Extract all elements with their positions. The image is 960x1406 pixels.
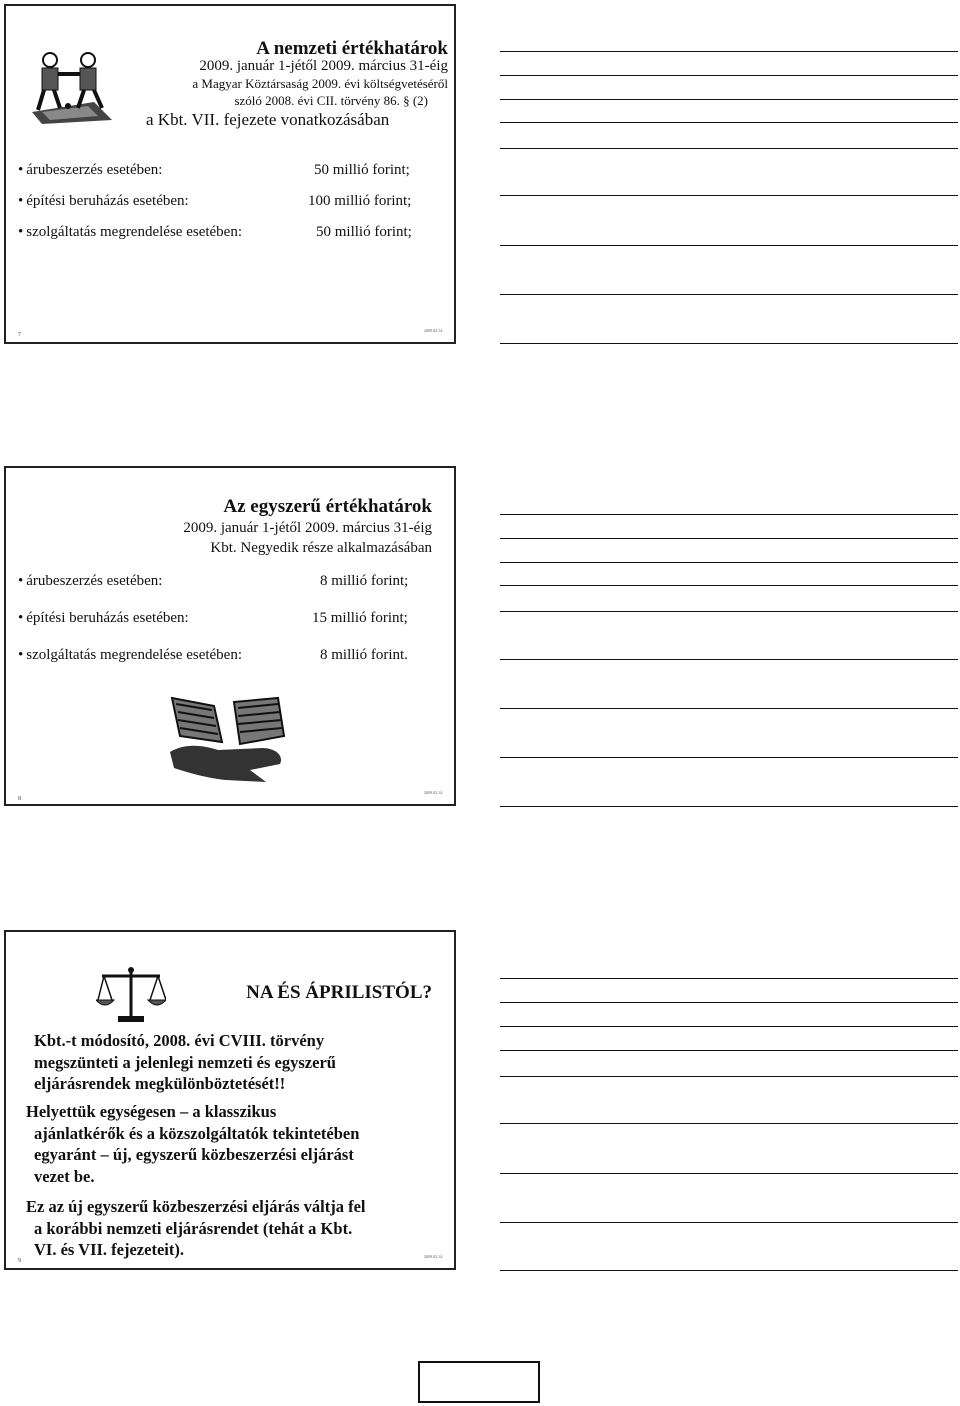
slide-9	[4, 930, 456, 1270]
paragraph	[26, 1101, 359, 1187]
threshold-label: • árubeszerzés esetében:	[18, 162, 162, 179]
paragraph	[34, 1030, 336, 1095]
slide-subtitle-line: 2009. január 1-jétől 2009. március 31-éig	[183, 520, 432, 536]
hand-holding-money-icon	[166, 690, 292, 786]
threshold-value: 100 millió forint;	[308, 193, 412, 209]
slide-subtitle-line: a Magyar Köztársaság 2009. évi költségvetéséről	[192, 76, 448, 91]
threshold-value: 8 millió forint;	[320, 573, 409, 589]
slide-date: 2009.02.14.	[424, 1254, 443, 1259]
slide-number: 8	[18, 796, 21, 802]
slide-subtitle-line: a Kbt. VII. fejezete vonatkozásában	[146, 110, 390, 129]
paragraph-line: megszünteti a jelenlegi nemzeti és egyszerű	[34, 1052, 336, 1072]
slide-number: 7	[18, 332, 21, 338]
slide-date: 2009.02.14.	[424, 328, 443, 333]
threshold-label: • szolgáltatás megrendelése esetében:	[18, 647, 242, 664]
slide-date: 2009.02.14.	[424, 790, 443, 795]
handshake-people-icon	[28, 50, 114, 126]
paragraph-line: Ez az új egyszerű közbeszerzési eljárás váltja fel	[26, 1197, 366, 1216]
threshold-label: • szolgáltatás megrendelése esetében:	[18, 224, 242, 241]
scales-of-justice-icon	[96, 964, 166, 1024]
slide-7	[4, 4, 456, 344]
threshold-value: 50 millió forint;	[314, 162, 410, 178]
slide-title: NA ÉS ÁPRILISTÓL?	[246, 982, 432, 1003]
paragraph-line: egyaránt – új, egyszerű közbeszerzési eljárást	[34, 1145, 354, 1164]
page-number-box	[418, 1361, 540, 1403]
paragraph-line: Helyettük egységesen – a klasszikus	[26, 1102, 277, 1121]
slide-title: Az egyszerű értékhatárok	[223, 496, 432, 517]
threshold-label: • építési beruházás esetében:	[18, 193, 189, 210]
paragraph-line: Kbt.-t módosító, 2008. évi CVIII. törvény	[34, 1031, 325, 1050]
slide-subtitle-line: szóló 2008. évi CII. törvény 86. § (2)	[234, 93, 428, 108]
paragraph-line: eljárásrendek megkülönböztetését!!	[34, 1074, 286, 1093]
paragraph-line: a korábbi nemzeti eljárásrendet (tehát a Kbt.	[34, 1218, 353, 1238]
threshold-label: • árubeszerzés esetében:	[18, 573, 162, 590]
paragraph-line: VI. és VII. fejezeteit).	[34, 1240, 184, 1259]
slide-8	[4, 466, 456, 806]
slide-subtitle-line: Kbt. Negyedik része alkalmazásában	[210, 540, 432, 556]
paragraph	[26, 1196, 366, 1261]
threshold-label: • építési beruházás esetében:	[18, 610, 189, 627]
threshold-value: 50 millió forint;	[316, 224, 412, 240]
threshold-value: 8 millió forint.	[320, 647, 408, 663]
paragraph-line: ajánlatkérők és a közszolgáltatók tekintetében	[34, 1123, 360, 1143]
slide-number: 9	[18, 1258, 21, 1264]
slide-title: A nemzeti értékhatárok	[256, 38, 448, 59]
threshold-value: 15 millió forint;	[312, 610, 408, 626]
paragraph-line: vezet be.	[34, 1166, 95, 1186]
slide-subtitle-line: 2009. január 1-jétől 2009. március 31-éig	[199, 58, 448, 74]
